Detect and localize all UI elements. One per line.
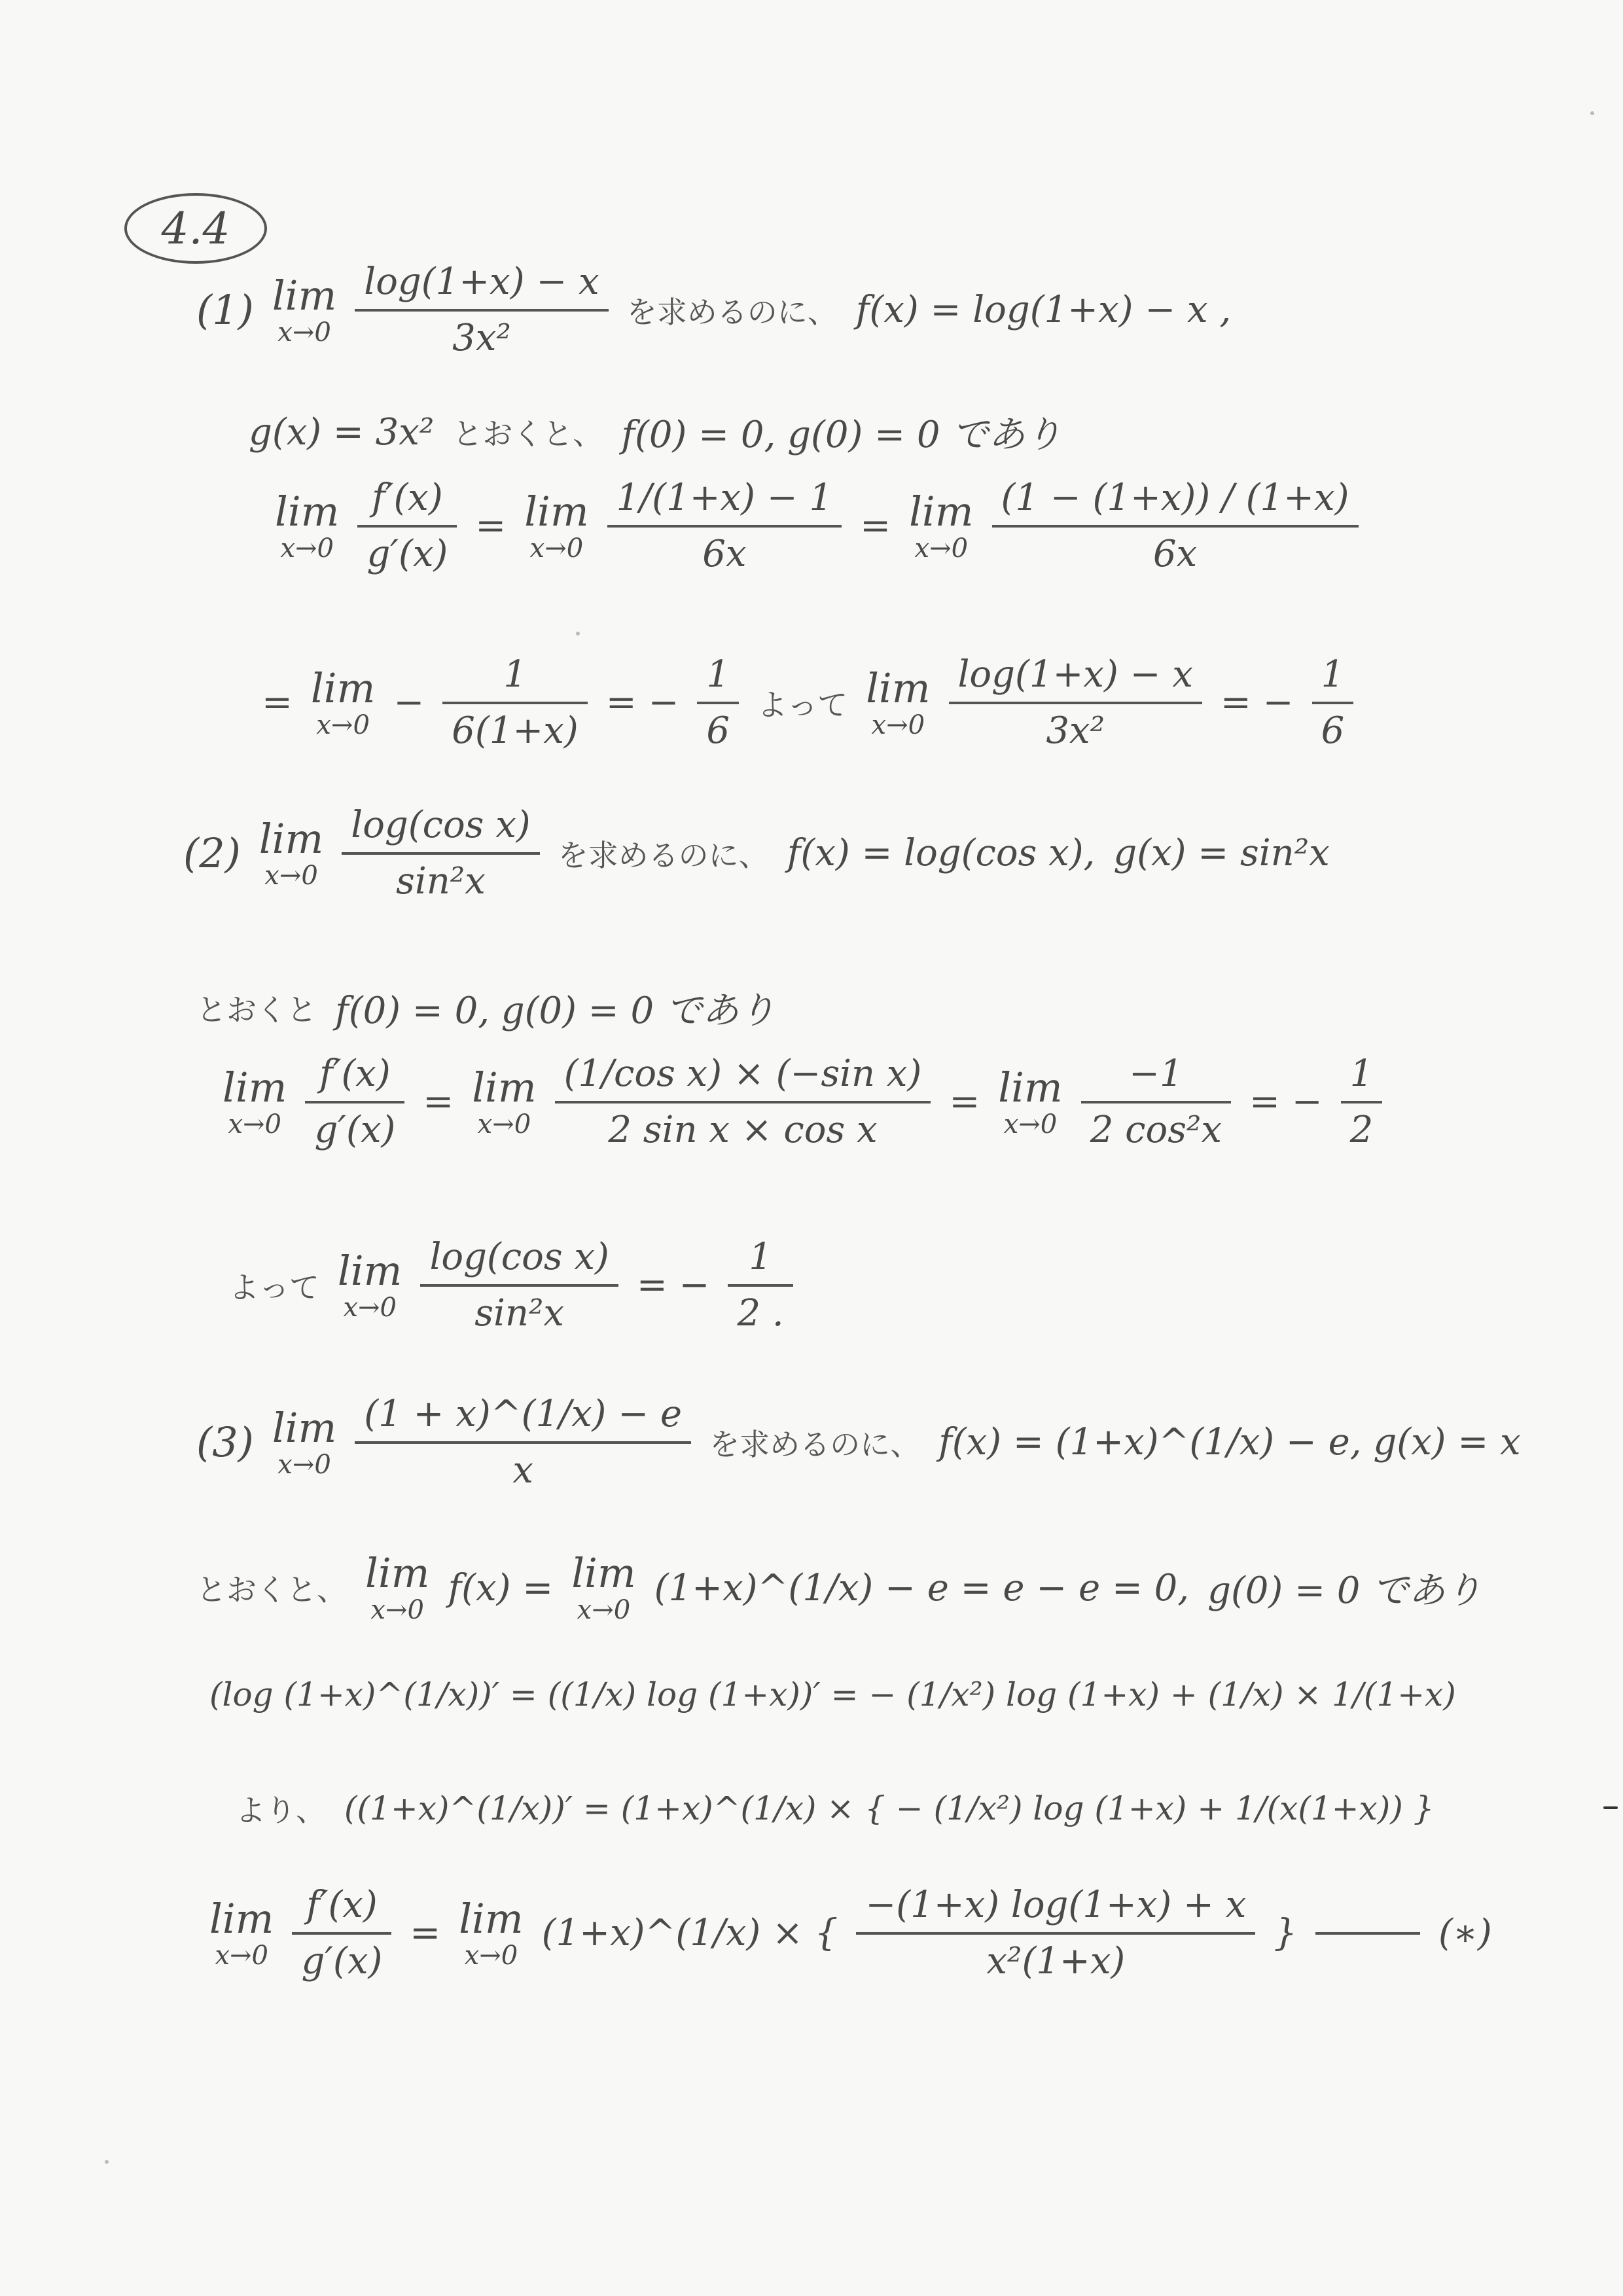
- part2-step1: $\frac{\text{(1/cos x) × (−sin x)}}{\text{2 sin x × cos x}}$: [555, 1054, 931, 1150]
- part1-step1: $\frac{1/(1+x) - 1}{6x}$: [607, 478, 842, 574]
- speck: [1590, 111, 1594, 115]
- part1-step-line-2: = lim x→0 − $\frac{1}{6(1+x)}$ = − $\frac{1}{6}$ よって lim x→0 $\frac{\log(1+x) - x}{\text{3x²}}$ = − $\frac{1}{6}$: [262, 655, 1353, 751]
- edge-mark: [1603, 1806, 1618, 1809]
- part3-cond-line: とおくと、 lim x→0 f(x) = lim x→0 (1+x)^(1/x) − e = e − e = 0, g(0) = 0 であり: [196, 1549, 1482, 1626]
- part3-last-line: lim x→0 $\frac{f'(x)}{g'(x)}$ = lim x→0 (1+x)^(1/x) × { $\frac{-(1+x) \log(1+x) + x}{\text{x²(1+x)}}$ } (∗): [209, 1884, 1492, 1982]
- part3-def: f(x) = (1+x)^(1/x) − e, g(x) = x: [938, 1421, 1521, 1464]
- part2-question-fraction: $\frac{\text{log(cos x)}}{\text{sin²x}}$: [342, 805, 539, 901]
- part3-pow-derivative-line: [236, 1787, 1434, 1830]
- part3-pow-derivative: ((1+x)^(1/x))′ = (1+x)^(1/x) × { − (1/x²) log (1+x) + 1/(x(1+x)) }: [344, 1789, 1435, 1827]
- part2-yotte: よって: [229, 1269, 319, 1305]
- speck: [105, 2160, 109, 2164]
- part1-question-text: を求めるのに、: [626, 294, 838, 330]
- part1-ratio: $\frac{f'(x)}{g'(x)}$: [357, 478, 457, 574]
- part1-label: (1): [196, 286, 254, 334]
- part2-def-line: [196, 982, 776, 1034]
- part1-final: $\frac{\log(1+x) - x}{\text{3x²}}$: [949, 655, 1202, 751]
- part3-yori: より、: [236, 1793, 326, 1828]
- part1-def-f: f(x) = log(1+x) − x ,: [855, 289, 1232, 332]
- part3-question-text: を求めるのに、: [709, 1426, 921, 1462]
- part1-text-oku: とおくと、: [452, 416, 603, 452]
- part3-cond-g: g(0) = 0 であり: [1207, 1570, 1482, 1613]
- part1-step3: $\frac{1}{6(1+x)}$: [442, 655, 587, 751]
- part2-final-line: よって lim x→0 $\frac{\text{log(cos x)}}{\text{sin²x}}$ = − $\frac{1}{2 .}$: [229, 1237, 793, 1333]
- part3-label: (3): [196, 1418, 254, 1467]
- part2-question-text: を求めるのに、: [558, 837, 769, 873]
- part3-question-line: (3) lim x→0 $\frac{(1 + x)\^{}(1/x) - e}{x}$ を求めるのに、 f(x) = (1+x)^(1/x) − e, g(x) = x: [196, 1393, 1521, 1492]
- part3-cond-mid: (1+x)^(1/x) − e = e − e = 0,: [654, 1566, 1190, 1609]
- part3-question-fraction: $\frac{(1 + x)\^{}(1/x) - e}{x}$: [355, 1394, 691, 1490]
- part2-label: (2): [183, 829, 241, 878]
- part2-def-g: g(x) = sin²x: [1113, 832, 1330, 875]
- part1-def-line: [249, 406, 1061, 458]
- part2-final-result: $\frac{1}{2 .}$: [728, 1237, 793, 1333]
- part2-def-f: f(x) = log(cos x),: [787, 832, 1096, 875]
- part3-text-oku: とおくと、: [196, 1572, 347, 1608]
- part2-text-oku: とおくと: [196, 992, 317, 1028]
- part2-step2: $\frac{-1}{\text{2 cos²x}}$: [1081, 1054, 1231, 1150]
- part1-step-line-1: lim x→0 $\frac{f'(x)}{g'(x)}$ = lim x→0 $\frac{1/(1+x) - 1}{6x}$ = lim x→0 $\frac{(1 - (1+x)) / (1+x)}{6x}$: [275, 478, 1359, 574]
- part2-conditions: f(0) = 0, g(0) = 0 であり: [335, 990, 776, 1032]
- part2-step2-result: $\frac{1}{2}$: [1341, 1054, 1383, 1150]
- part1-yotte: よって: [757, 687, 848, 723]
- marker-dash: [1315, 1932, 1420, 1935]
- part1-def-g: g(x) = 3x²: [249, 410, 435, 454]
- part3-marker: (∗): [1438, 1912, 1492, 1955]
- part3-ratio: $\frac{f'(x)}{g'(x)}$: [292, 1885, 391, 1981]
- part1-final-result: $\frac{1}{6}$: [1312, 655, 1354, 751]
- speck: [576, 632, 580, 636]
- part1-question-fraction: $\frac{\log(1+x) - x}{\text{3x²}}$: [355, 262, 608, 358]
- part2-ratio: $\frac{f'(x)}{g'(x)}$: [305, 1054, 404, 1150]
- part1-question-line: [196, 262, 1231, 358]
- part1-step3-result: $\frac{1}{6}$: [697, 655, 739, 751]
- part1-step2: $\frac{(1 - (1+x)) / (1+x)}{6x}$: [992, 478, 1359, 574]
- part1-conditions: f(0) = 0, g(0) = 0 であり: [621, 414, 1062, 456]
- part3-log-derivative: (log (1+x)^(1/x))′ = ((1/x) log (1+x))′ = − (1/x²) log (1+x) + (1/x) × 1/(1+x): [209, 1676, 1456, 1713]
- part1-lim: lim x→0: [272, 271, 337, 348]
- problem-number: 4.4: [124, 193, 267, 264]
- part2-final: $\frac{\text{log(cos x)}}{\text{sin²x}}$: [420, 1237, 618, 1333]
- part2-step-line: lim x→0 $\frac{f'(x)}{g'(x)}$ = lim x→0 $\frac{\text{(1/cos x) × (−sin x)}}{\text{2 sin x × cos x}}$ = lim x→0 $\frac{-1}{\text{2 cos²x}}$ = − $\frac{1}{2}$: [223, 1054, 1382, 1150]
- part3-last-fraction: $\frac{-(1+x) \log(1+x) + x}{\text{x²(1+x)}}$: [856, 1885, 1255, 1981]
- part2-question-line: (2) lim x→0 $\frac{\text{log(cos x)}}{\text{sin²x}}$ を求めるのに、 f(x) = log(cos x), g(x) = sin²x: [183, 804, 1330, 903]
